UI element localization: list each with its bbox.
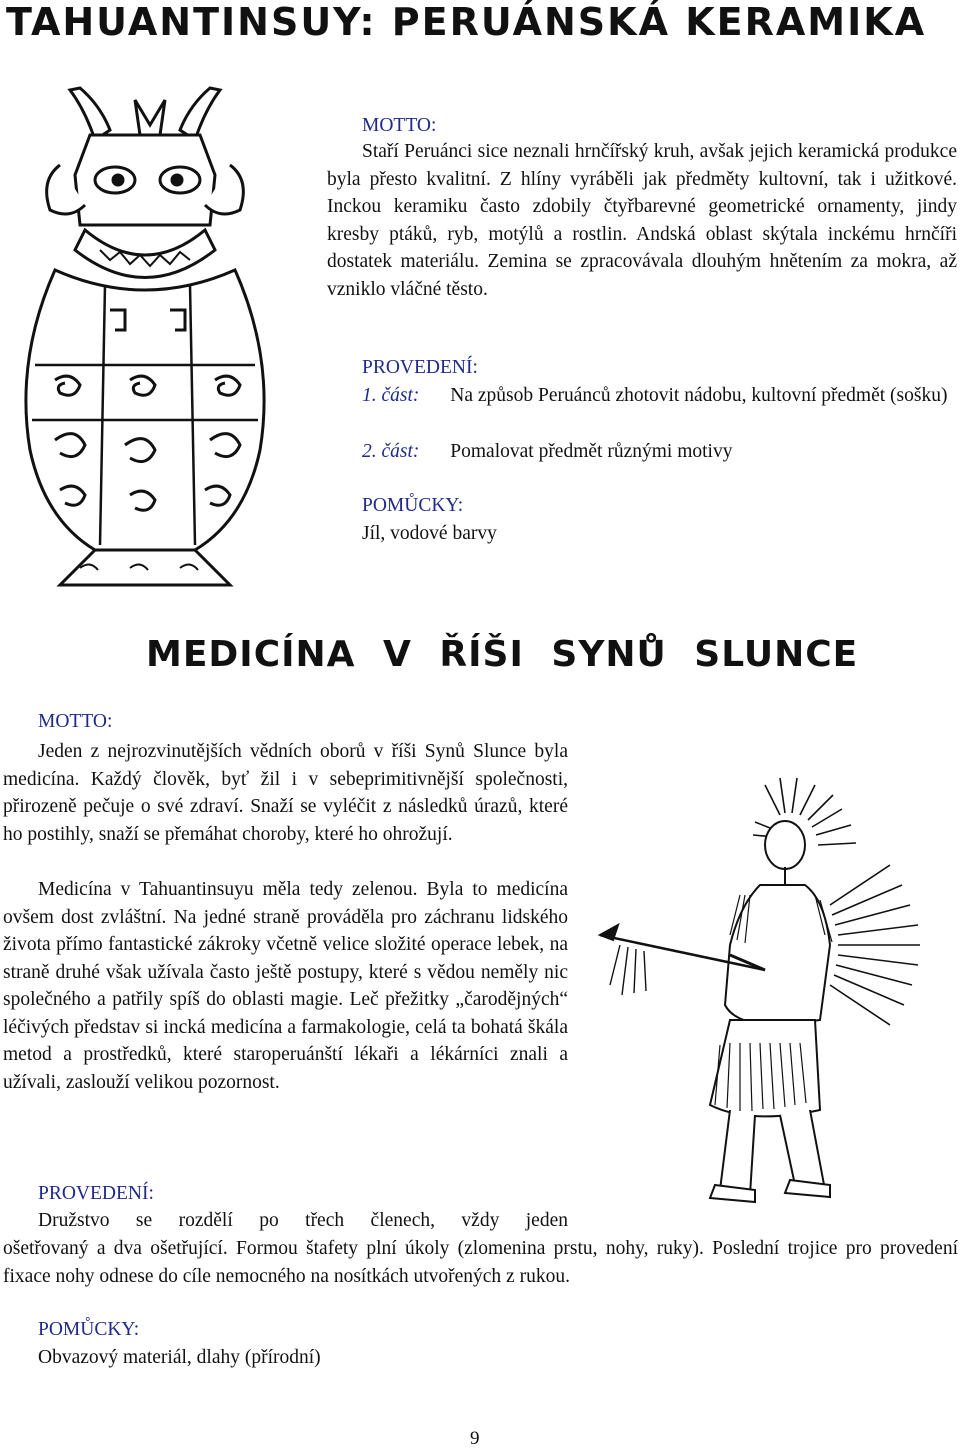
motto2-para1: Jeden z nejrozvinutějších vědních oborů v říši Synů Slunce byla medicína. Každý člověk, byť žil i v sebeprimitivnější společnosti, přirozeně pečuje o své zdraví. Snaží se vyléčit z následků úrazů, které ho postihly, snaží se přemáhat choroby, které ho ohrožují. [3, 741, 568, 845]
motto2-para2: Medicína v Tahuantinsuyu měla tedy zelenou. Byla to medicína ovšem dost zvláštní. Na jedné straně prováděla pro záchranu lidského života přímo fantastické zákroky včetně velice složité operace lebek, na straně druhé však užívala často ještě postupy, které s vědou neměly nic společného a patřily spíš do oblasti magie. Leč přežitky „čarodějných“ léčivých představ si incká medicína a farmakologie, celá ta bohatá škála metod a prostředků, které staroperuánští lékaři a lékárníci znali a užívali, zaslouží velikou pozornost. [3, 879, 568, 1093]
provedeni2-label: PROVEDENÍ: [38, 1183, 154, 1204]
part1-text: 1. část: Na způsob Peruánců zhotovit nádobu, kultovní předmět (sošku) [362, 385, 948, 406]
part2-label: 2. část: [362, 441, 420, 462]
provedeni-label: PROVEDENÍ: [362, 357, 478, 378]
provedeni2-rest: ošetřovaný a dva ošetřující. Formou štafety plní úkoly (zlomenina prstu, nohy, ruky). Poslední trojice pro provedení fixace nohy odnese do cíle nemocného na nosítkách utvořených z rukou. [3, 1238, 958, 1287]
motto-text: Staří Peruánci sice neznali hrnčířský kruh, avšak jejich keramická produkce byla přesto kvalitní. Z hlíny vyráběli jak předměty kultovní, tak i užitkové. Inckou keramiku často zdobily čtyřbarevné geometrické ornamenty, jindy kresby ptáků, ryb, motýlů a rostlin. Andská oblast skýtala inckému hrnčíři dostatek materiálu. Zemina se zpracovávala dlouhým hnětením za mokra, až vzniklo vláčné těsto. [327, 141, 957, 300]
part1-label: 1. část: [362, 385, 420, 406]
part2-text: 2. část: Pomalovat předmět různými motivy [362, 441, 733, 462]
pomucky2-label: POMŮCKY: [38, 1319, 140, 1340]
pomucky2-text: Obvazový materiál, dlahy (přírodní) [38, 1347, 321, 1368]
page-number: 9 [470, 1428, 480, 1449]
ceramic-vase-icon [0, 80, 290, 605]
motto2-label: MOTTO: [38, 711, 113, 732]
motto-label: MOTTO: [362, 115, 437, 136]
page-title-ceramics: TAHUANTINSUY: PERUÁNSKÁ KERAMIKA [6, 0, 927, 44]
pomucky-text: Jíl, vodové barvy [362, 523, 497, 544]
provedeni2-line1: Družstvo se rozdělí po třech členech, vždy jeden [38, 1210, 568, 1231]
dancer-icon [580, 775, 960, 1225]
pomucky-label: POMŮCKY: [362, 495, 464, 516]
page-title-medicine: MEDICÍNA V ŘÍŠI SYNŮ SLUNCE [146, 634, 859, 675]
